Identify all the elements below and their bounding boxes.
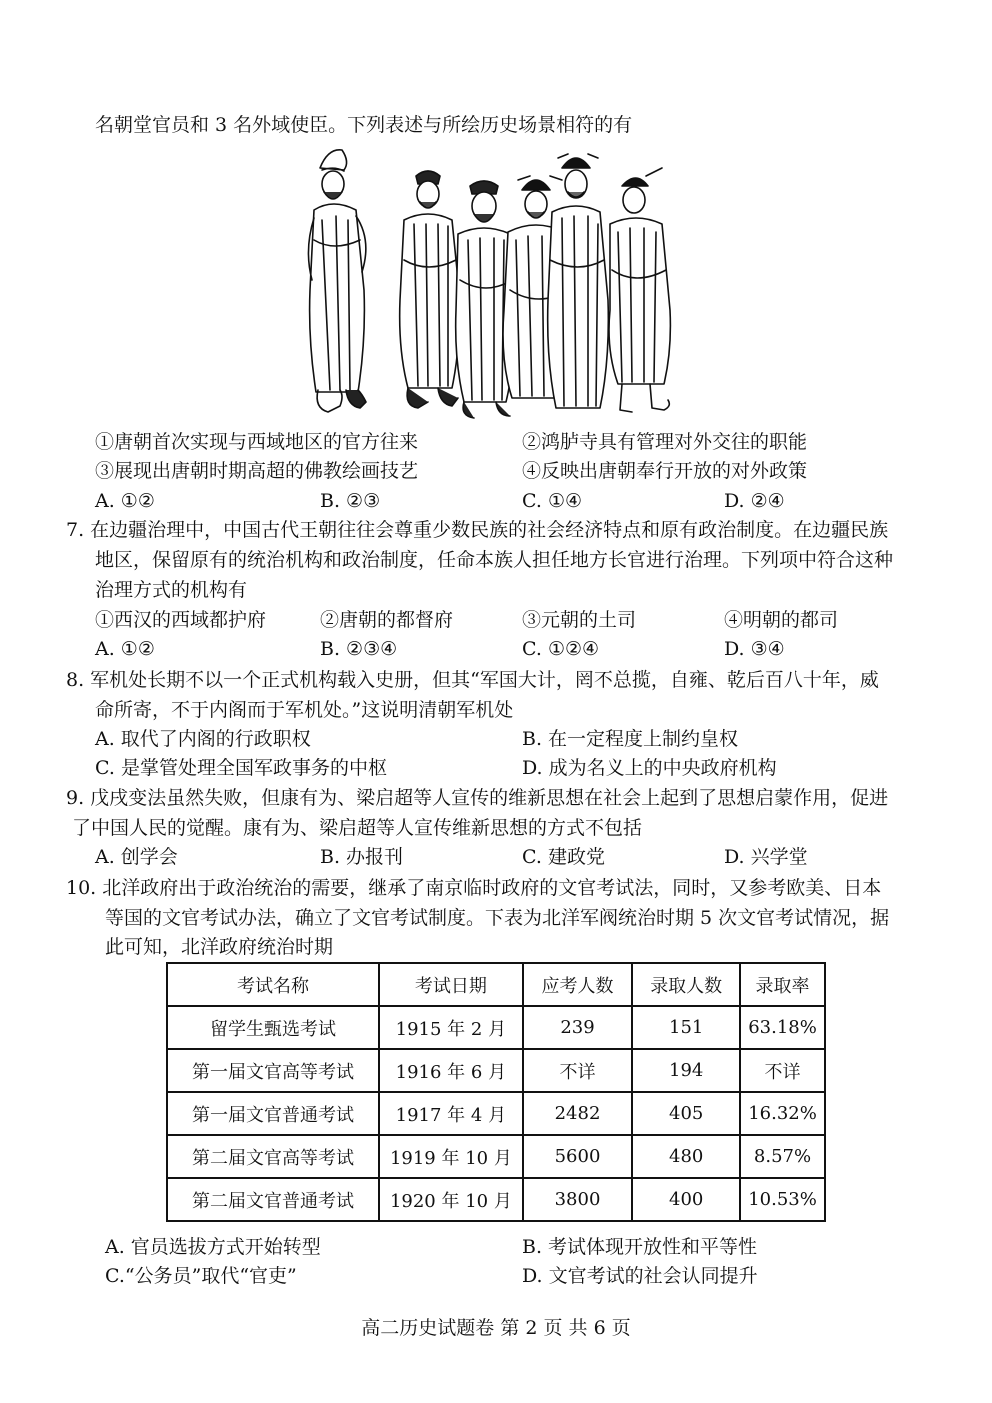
q9-line-2: 了中国人民的觉醒。康有为、梁启超等人宣传维新思想的方式不包括 [72,817,643,839]
q6-statement-2: ②鸿胪寺具有管理对外交往的职能 [522,431,808,453]
q6-statement-3: ③展现出唐朝时期高超的佛教绘画技艺 [95,460,419,482]
table-row [167,1006,825,1049]
cell-admission-rate: 16.32% [740,1092,825,1135]
q6-option-c: C. ①④ [522,490,583,512]
header-admission-rate: 录取率 [740,963,825,1006]
tang-court-figures-illustration [300,140,686,422]
q8-line-1: 8. 军机处长期不以一个正式机构载入史册，但其“军国大计，罔不总揽，自雍、乾后百八十年，威 [66,669,879,691]
q7-statement-1: ①西汉的西域都护府 [95,609,267,631]
cell-applicants: 5600 [523,1135,633,1178]
q9-option-a: A. 创学会 [95,846,178,868]
q6-option-a: A. ①② [95,490,155,512]
table-row [167,1178,825,1221]
cell-admission-rate: 8.57% [740,1135,825,1178]
cell-applicants: 3800 [523,1178,633,1221]
cell-exam-name: 第一届文官高等考试 [167,1049,379,1092]
q7-option-a: A. ①② [95,638,155,660]
table-header-row [167,963,825,1006]
q6-option-b: B. ②③ [320,490,381,512]
header-exam-date: 考试日期 [379,963,523,1006]
cell-admission-rate: 63.18% [740,1006,825,1049]
header-applicants: 应考人数 [523,963,633,1006]
cell-admission-rate: 不详 [740,1049,825,1092]
q8-option-a: A. 取代了内阁的行政职权 [95,728,311,750]
cell-exam-date: 1919 年 10 月 [379,1135,523,1178]
cell-admitted: 194 [632,1049,740,1092]
q7-statement-4: ④明朝的都司 [724,609,839,631]
table-row [167,1135,825,1178]
cell-exam-date: 1915 年 2 月 [379,1006,523,1049]
q8-option-c: C. 是掌管处理全国军政事务的中枢 [95,757,387,779]
cell-exam-date: 1917 年 4 月 [379,1092,523,1135]
page-footer: 高二历史试题卷 第 2 页 共 6 页 [361,1317,631,1339]
cell-applicants: 239 [523,1006,633,1049]
cell-exam-date: 1920 年 10 月 [379,1178,523,1221]
cell-admission-rate: 10.53% [740,1178,825,1221]
q10-option-d: D. 文官考试的社会认同提升 [522,1265,758,1287]
q7-line-2: 地区，保留原有的统治机构和政治制度，任命本族人担任地方长官进行治理。下列项中符合这种 [95,549,894,571]
cell-exam-date: 1916 年 6 月 [379,1049,523,1092]
cell-exam-name: 第二届文官高等考试 [167,1135,379,1178]
q7-option-b: B. ②③④ [320,638,398,660]
header-exam-name: 考试名称 [167,963,379,1006]
q7-option-c: C. ①②④ [522,638,600,660]
q10-line-1: 10. 北洋政府出于政治统治的需要，继承了南京临时政府的文官考试法，同时，又参考欧美、日本 [66,877,882,899]
cell-exam-name: 留学生甄选考试 [167,1006,379,1049]
q7-statement-3: ③元朝的土司 [522,609,637,631]
cell-admitted: 151 [632,1006,740,1049]
q7-line-3: 治理方式的机构有 [95,579,248,601]
q9-option-c: C. 建政党 [522,846,605,868]
q9-option-b: B. 办报刊 [320,846,404,868]
q7-line-1: 7. 在边疆治理中，中国古代王朝往往会尊重少数民族的社会经济特点和原有政治制度。在边疆民族 [66,519,889,541]
cell-admitted: 480 [632,1135,740,1178]
table-row [167,1049,825,1092]
q8-option-d: D. 成为名义上的中央政府机构 [522,757,777,779]
q7-option-d: D. ③④ [724,638,785,660]
q10-option-b: B. 考试体现开放性和平等性 [522,1236,758,1258]
q9-line-1: 9. 戊戌变法虽然失败，但康有为、梁启超等人宣传的维新思想在社会上起到了思想启蒙作用，促进 [66,787,889,809]
q9-option-d: D. 兴学堂 [724,846,808,868]
intro-line: 名朝堂官员和 3 名外域使臣。下列表述与所绘历史场景相符的有 [95,114,633,136]
q6-statement-1: ①唐朝首次实现与西域地区的官方往来 [95,431,419,453]
q10-line-2: 等国的文官考试办法，确立了文官考试制度。下表为北洋军阀统治时期 5 次文官考试情况，据 [105,907,890,929]
q10-option-a: A. 官员选拔方式开始转型 [105,1236,321,1258]
cell-exam-name: 第一届文官普通考试 [167,1092,379,1135]
q6-option-d: D. ②④ [724,490,785,512]
q7-statement-2: ②唐朝的都督府 [320,609,454,631]
q6-statement-4: ④反映出唐朝奉行开放的对外政策 [522,460,808,482]
q10-line-3: 此可知，北洋政府统治时期 [105,936,334,958]
cell-admitted: 405 [632,1092,740,1135]
cell-admitted: 400 [632,1178,740,1221]
q8-option-b: B. 在一定程度上制约皇权 [522,728,739,750]
header-admitted: 录取人数 [632,963,740,1006]
cell-applicants: 2482 [523,1092,633,1135]
cell-applicants: 不详 [523,1049,633,1092]
q8-line-2: 命所寄，不于内阁而于军机处。”这说明清朝军机处 [95,699,514,721]
cell-exam-name: 第二届文官普通考试 [167,1178,379,1221]
exam-table [166,962,826,1222]
q10-option-c: C.“公务员”取代“官吏” [105,1265,297,1287]
table-row [167,1092,825,1135]
